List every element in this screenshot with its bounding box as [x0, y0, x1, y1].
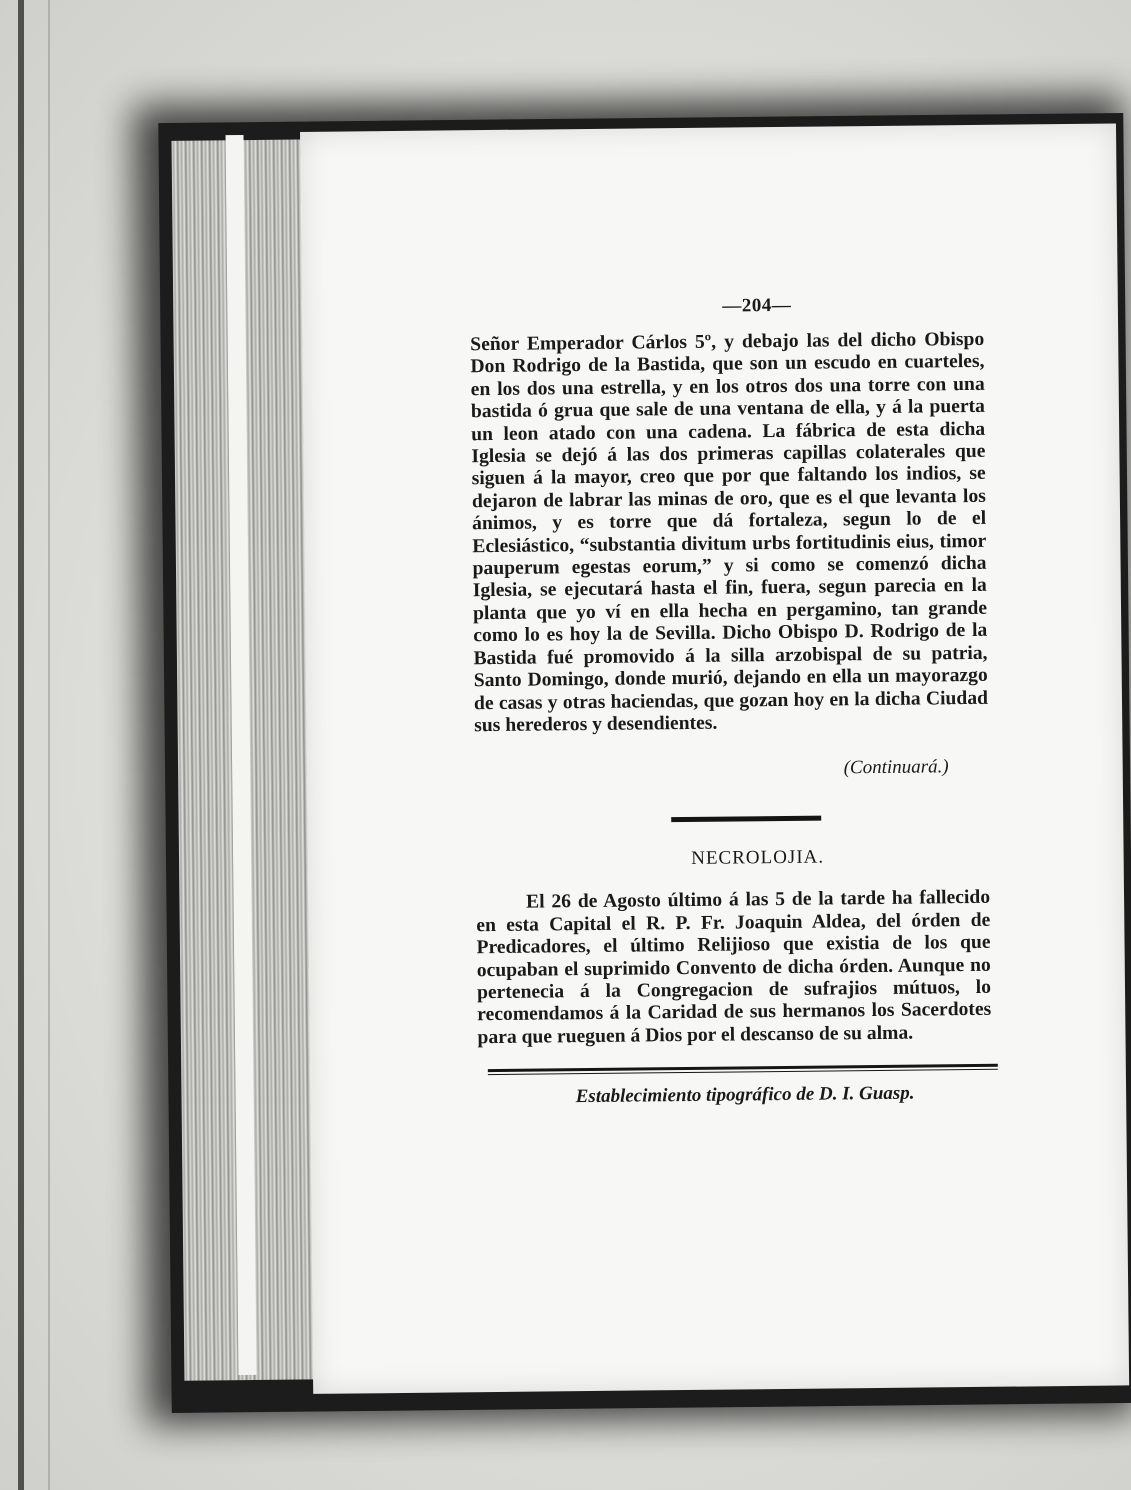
imprint-line: Establecimiento tipográfico de D. I. Guasp. [575, 1082, 915, 1108]
necrology-paragraph: El 26 de Agosto último á las 5 de la tarde ha fallecido en esta Capital el R. P. Fr. Joaquin Aldea, del órden de Predicadores, el último Relijioso que existia de los que ocupaban el suprimido Convento de dicha órden. Aunque no pertenecia á la Congregacion de sufrajios mútuos, lo recomendamos á la Caridad de sus hermanos los Sacerdotes para que rueguen á Dios por el descanso de su alma. [476, 887, 992, 1048]
footer-rule [488, 1064, 998, 1075]
section-title: NECROLOJIA. [691, 846, 825, 870]
scan-margin-line [18, 0, 24, 1490]
book-page [300, 123, 1129, 1393]
continued-note: (Continuará.) [843, 756, 949, 779]
page-number: —204— [722, 294, 792, 317]
body-paragraph: Señor Emperador Cárlos 5º, y debajo las del dicho Obispo Don Rodrigo de la Bastida, que son un escudo en cuarteles, en los dos una estrella, y en los otros dos una torre con una bastida ó grua que sale de una ventana de ella, y á la puerta un leon atado con una cadena. La fábrica de esta dicha Iglesia se dejó á las dos primeras capillas colaterales que siguen á la mayor, creo que por que faltando los indios, se dejaron de labrar las minas de oro, que es el que levanta los ánimos, y es torre que dá fortaleza, segun lo de el Eclesiástico, “substantia divitum urbs fortitudinis eius, timor pauperum egestas eorum,” y si como se comenzó dicha Iglesia, se ejecutará hasta el fin, fuera, segun parecia en la planta que yo ví en ella hecha en pergamino, tan grande como lo es hoy la de Sevilla. Dicho Obispo D. Rodrigo de la Bastida fué promovido á la silla arzobispal de su patria, Santo Domingo, donde murió, dejando en ella un mayorazgo de casas y otras haciendas, que gozan hoy en la dicha Ciudad sus herederos y desendientes. [470, 328, 989, 737]
section-separator [671, 816, 821, 823]
scan-margin-line-thin [48, 0, 50, 1490]
page-content [470, 293, 992, 1109]
